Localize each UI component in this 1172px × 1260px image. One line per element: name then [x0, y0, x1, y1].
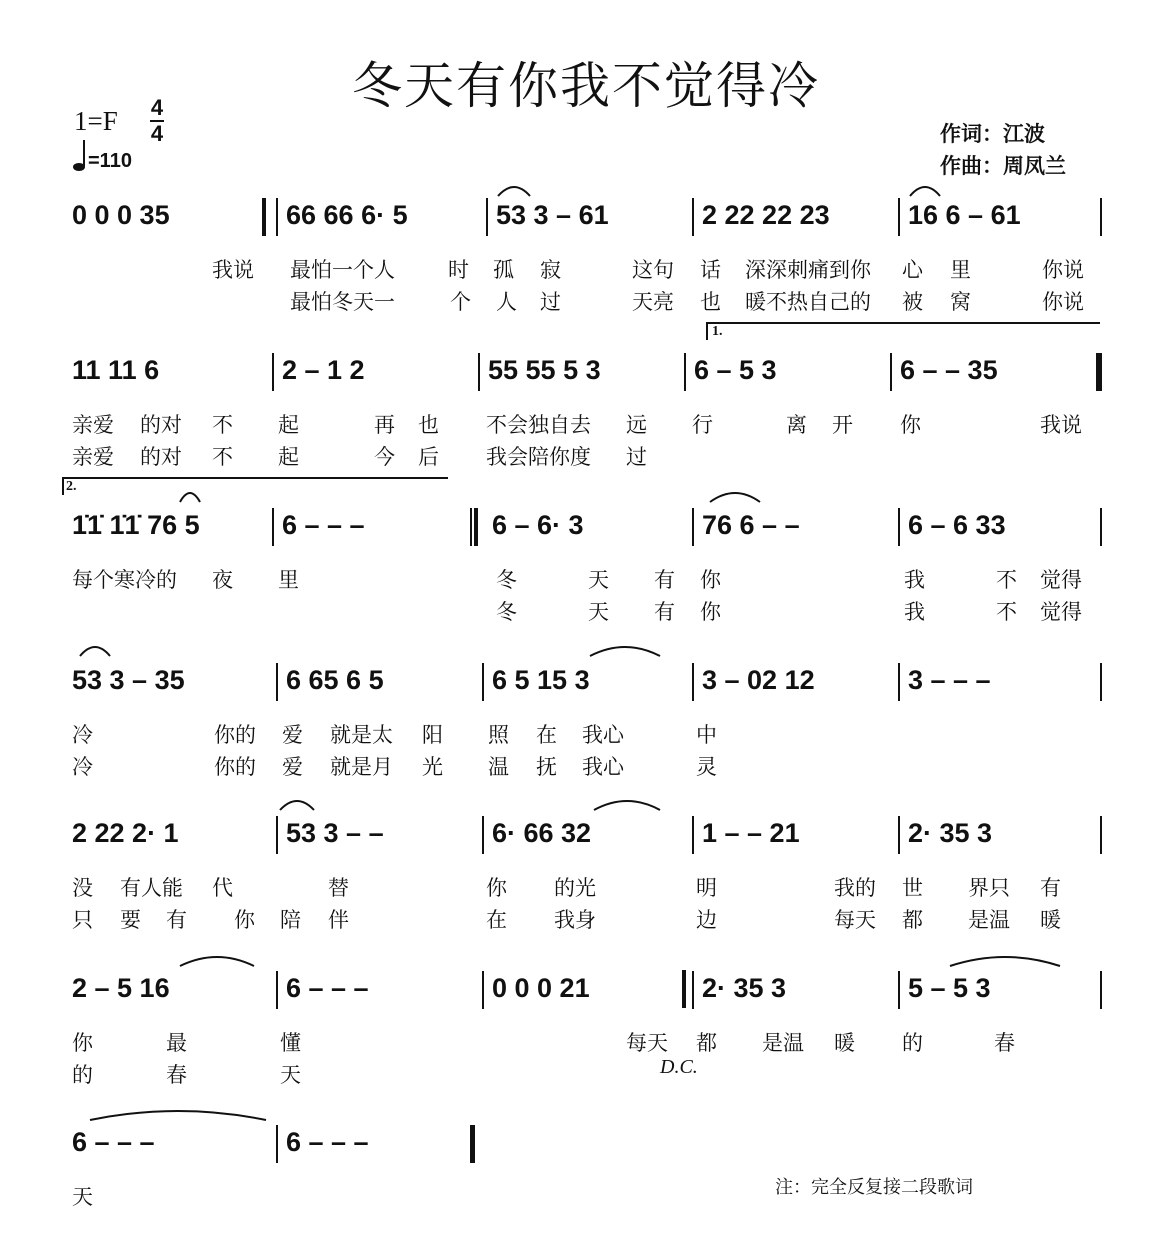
- lyric-line-2: 冷: [72, 755, 93, 779]
- lyric-line-1: 的: [902, 1031, 923, 1055]
- measure-notes: 6 – – 35: [900, 355, 998, 385]
- lyricist-credit: 作词：江波: [940, 122, 1045, 146]
- measure-notes: 0 0 0 21: [492, 973, 590, 1003]
- lyric-line-2: 温: [488, 755, 509, 779]
- lyric-line-1: 有人能: [120, 876, 183, 900]
- lyric-line-1: 你说: [1042, 258, 1084, 282]
- lyric-line-2: 起: [278, 445, 299, 469]
- lyric-line-2: 天: [588, 600, 609, 624]
- slur: [910, 187, 940, 196]
- lyric-line-1: 世: [902, 876, 923, 900]
- lyric-line-2: 你: [234, 908, 255, 932]
- measure-notes: 53 3 – 35: [72, 665, 185, 695]
- measure-notes: 76 6 – –: [702, 510, 800, 540]
- lyric-line-1: 也: [418, 413, 439, 437]
- lyric-line-2: 过: [626, 445, 647, 469]
- lyric-line-2: 就是月: [330, 755, 393, 779]
- lyric-line-1: 暖: [834, 1031, 855, 1055]
- lyric-line-1: 行: [692, 413, 713, 437]
- lyric-line-1: 代: [212, 876, 233, 900]
- lyric-line-2: 天: [280, 1063, 301, 1087]
- lyric-line-2: 觉得: [1040, 600, 1082, 624]
- lyric-line-1: 离: [786, 413, 807, 437]
- footnote: 注：完全反复接二段歌词: [775, 1177, 973, 1198]
- lyric-line-2: 冬: [496, 600, 517, 624]
- lyric-line-1: 远: [626, 413, 647, 437]
- lyric-line-1: 我: [904, 568, 925, 592]
- measure-notes: 11 11 6: [72, 355, 160, 385]
- lyric-line-2: 不: [996, 600, 1017, 624]
- lyric-line-2: 要: [120, 908, 141, 932]
- lyric-line-1: 觉得: [1040, 568, 1082, 592]
- slur: [498, 187, 530, 196]
- lyric-line-1: 夜: [212, 568, 233, 592]
- lyric-line-2: 天亮: [632, 290, 674, 314]
- lyric-line-1: 替: [328, 876, 349, 900]
- lyric-line-1: 天: [72, 1185, 93, 1209]
- lyric-line-1: 中: [696, 723, 717, 747]
- lyric-line-2: 窝: [950, 290, 971, 314]
- slur: [180, 957, 254, 966]
- measure-notes: 2· 35 3: [702, 973, 787, 1003]
- lyric-line-1: 冬: [496, 568, 517, 592]
- lyric-line-2: 抚: [536, 755, 557, 779]
- lyric-line-2: 我身: [554, 908, 596, 932]
- lyric-line-1: 我的: [834, 876, 876, 900]
- lyric-line-2: 我心: [582, 755, 624, 779]
- lyric-line-2: 暖: [1040, 908, 1061, 932]
- lyric-line-1: 心: [902, 258, 923, 282]
- lyric-line-1: 冷: [72, 723, 93, 747]
- lyric-line-2: 在: [486, 908, 507, 932]
- lyric-line-1: 里: [950, 258, 971, 282]
- lyric-line-1: 每个寒冷的: [72, 568, 177, 592]
- slur: [950, 957, 1060, 966]
- lyric-line-1: 你的: [214, 723, 256, 747]
- lyric-line-1: 照: [488, 723, 509, 747]
- slur: [590, 647, 660, 656]
- composer-credit: 作曲：周凤兰: [940, 154, 1066, 178]
- measure-notes: 6 – 5 3: [694, 355, 777, 385]
- lyric-line-1: 我说: [212, 258, 254, 282]
- slur: [180, 493, 200, 502]
- lyric-line-2: 陪: [280, 908, 301, 932]
- measure-notes: 2 – 1 2: [282, 355, 365, 385]
- lyric-line-2: 我: [904, 600, 925, 624]
- lyric-line-2: 只: [72, 908, 93, 932]
- slur: [80, 647, 110, 656]
- slur: [594, 801, 660, 810]
- lyric-line-1: 没: [72, 876, 93, 900]
- lyric-line-1: 爱: [282, 723, 303, 747]
- lyric-line-1: 我说: [1040, 413, 1082, 437]
- measure-notes: 6 – – –: [282, 510, 365, 540]
- measure-notes: 6 5 15 3: [492, 665, 590, 695]
- tempo-marking: =110: [88, 150, 132, 172]
- measure-notes: 2 22 2· 1: [72, 818, 179, 848]
- lyric-line-1: 你: [486, 876, 507, 900]
- lyric-line-1: 深深刺痛到你: [745, 258, 871, 282]
- lyric-line-2: 你: [700, 600, 721, 624]
- lyric-line-2: 亲爱: [72, 445, 114, 469]
- lyric-line-2: 是温: [968, 908, 1010, 932]
- lyric-line-2: 今: [374, 445, 395, 469]
- lyric-line-1: 在: [536, 723, 557, 747]
- measure-notes: 2 – 5 16: [72, 973, 170, 1003]
- lyric-line-2: 边: [696, 908, 717, 932]
- measure-notes: 6 – – –: [286, 1127, 369, 1157]
- measure-notes: 3 – – –: [908, 665, 991, 695]
- measure-notes: 5 – 5 3: [908, 973, 991, 1003]
- lyric-line-1: 孤: [493, 258, 514, 282]
- lyric-line-2: 有: [166, 908, 187, 932]
- volta-2-label: 2.: [66, 479, 77, 494]
- lyric-line-1: 有: [654, 568, 675, 592]
- lyric-line-1: 不会独自去: [486, 413, 591, 437]
- time-signature-denominator: 4: [150, 121, 164, 146]
- measure-notes: 55 55 5 3: [488, 355, 601, 385]
- lyric-line-1: 寂: [540, 258, 561, 282]
- lyric-line-2: 有: [654, 600, 675, 624]
- dc-marking: D.C.: [660, 1056, 698, 1078]
- measure-notes: 1 – – 21: [702, 818, 800, 848]
- lyric-line-1: 的对: [140, 413, 182, 437]
- lyric-line-2: 不: [212, 445, 233, 469]
- lyric-line-1: 都: [696, 1031, 717, 1055]
- lyric-line-1: 我心: [582, 723, 624, 747]
- measure-notes: 2· 35 3: [908, 818, 993, 848]
- lyric-line-2: 的对: [140, 445, 182, 469]
- lyric-line-1: 不: [996, 568, 1017, 592]
- lyric-line-1: 话: [700, 258, 721, 282]
- measure-notes: 66 66 6· 5: [286, 200, 408, 230]
- measure-notes: 3 – 02 12: [702, 665, 815, 695]
- lyric-line-1: 明: [696, 876, 717, 900]
- lyric-line-1: 的光: [554, 876, 596, 900]
- lyric-line-2: 被: [902, 290, 923, 314]
- measure-notes: 53 3 – 61: [496, 200, 609, 230]
- lyric-line-2: 每天: [834, 908, 876, 932]
- lyric-line-1: 你: [900, 413, 921, 437]
- slur: [710, 493, 760, 502]
- lyric-line-2: 爱: [282, 755, 303, 779]
- lyric-line-2: 也: [700, 290, 721, 314]
- lyric-line-1: 不: [212, 413, 233, 437]
- measure-notes: 16 6 – 61: [908, 200, 1021, 230]
- lyric-line-2: 后: [418, 445, 439, 469]
- lyric-line-1: 界只: [968, 876, 1010, 900]
- lyric-line-2: 个: [450, 290, 471, 314]
- measure-notes: 6· 66 32: [492, 818, 592, 848]
- measure-notes: 1̇1̇ 1̇1̇ 76 5: [72, 510, 200, 540]
- volta-1-label: 1.: [712, 324, 723, 339]
- lyric-line-2: 过: [540, 290, 561, 314]
- lyric-line-1: 里: [278, 568, 299, 592]
- lyric-line-1: 亲爱: [72, 413, 114, 437]
- lyric-line-2: 光: [422, 755, 443, 779]
- measure-notes: 0 0 0 35: [72, 200, 170, 230]
- lyric-line-2: 人: [496, 290, 517, 314]
- key-signature: 1=F: [74, 106, 118, 136]
- lyric-line-2: 你的: [214, 755, 256, 779]
- measure-notes: 2 22 22 23: [702, 200, 830, 230]
- lyric-line-1: 懂: [280, 1031, 301, 1055]
- time-signature-numerator: 4: [150, 95, 164, 120]
- lyric-line-1: 最怕一个人: [290, 258, 395, 282]
- lyric-line-2: 最怕冬天一: [290, 290, 395, 314]
- lyric-line-1: 最: [166, 1031, 187, 1055]
- measure-notes: 53 3 – –: [286, 818, 384, 848]
- slur: [280, 801, 314, 810]
- measure-notes: 6 65 6 5: [286, 665, 384, 695]
- lyric-line-2: 的: [72, 1063, 93, 1087]
- measure-notes: 6 – 6 33: [908, 510, 1006, 540]
- lyric-line-1: 是温: [762, 1031, 804, 1055]
- lyric-line-2: 暖不热自己的: [745, 290, 871, 314]
- slur: [90, 1111, 266, 1120]
- lyric-line-2: 你说: [1042, 290, 1084, 314]
- measure-notes: 6 – – –: [286, 973, 369, 1003]
- measure-notes: 6 – – –: [72, 1127, 155, 1157]
- lyric-line-2: 都: [902, 908, 923, 932]
- lyric-line-1: 时: [448, 258, 469, 282]
- measure-notes: 6 – 6· 3: [492, 510, 584, 540]
- lyric-line-1: 你: [72, 1031, 93, 1055]
- lyric-line-1: 有: [1040, 876, 1061, 900]
- lyric-line-1: 每天: [626, 1031, 668, 1055]
- lyric-line-1: 开: [832, 413, 853, 437]
- lyric-line-1: 就是太: [330, 723, 393, 747]
- song-title: 冬天有你我不觉得冷: [352, 57, 820, 115]
- lyric-line-1: 春: [994, 1031, 1015, 1055]
- lyric-line-2: 春: [166, 1063, 187, 1087]
- lyric-line-2: 伴: [328, 908, 349, 932]
- lyric-line-1: 你: [700, 568, 721, 592]
- lyric-line-1: 这句: [632, 258, 674, 282]
- lyric-line-1: 阳: [422, 723, 443, 747]
- lyric-line-1: 天: [588, 568, 609, 592]
- lyric-line-1: 起: [278, 413, 299, 437]
- lyric-line-2: 我会陪你度: [486, 445, 591, 469]
- lyric-line-1: 再: [374, 413, 395, 437]
- lyric-line-2: 灵: [696, 755, 717, 779]
